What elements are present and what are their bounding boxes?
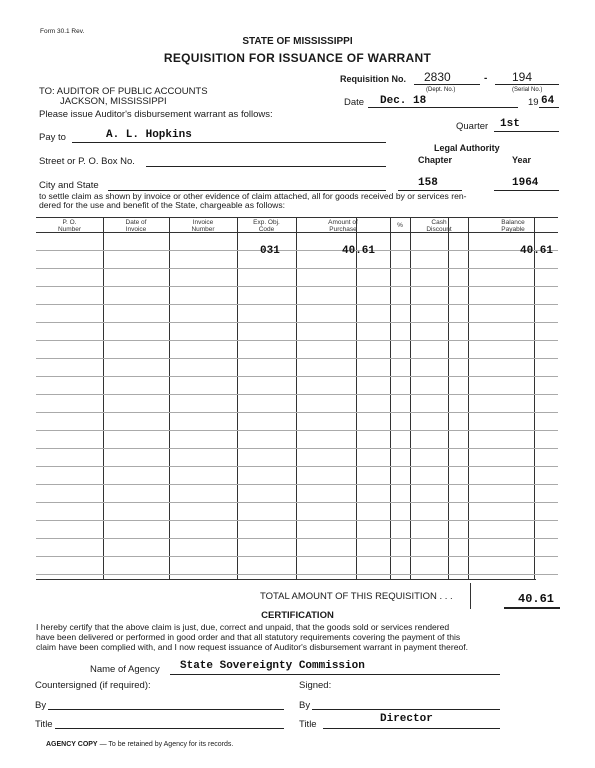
row-1-amount: 40.61 [342,245,376,257]
total-label: TOTAL AMOUNT OF THIS REQUISITION . . . [260,591,453,602]
chapter-label: Chapter [418,155,453,165]
table-column-divider [448,217,449,579]
header-po-number: P. O. Number [57,219,82,233]
table-column-divider [356,217,357,579]
table-row-line [36,322,558,323]
countersigned-label: Countersigned (if required): [35,680,151,691]
quarter-label: Quarter [456,121,489,132]
table-row-line [36,430,558,431]
certification-title: CERTIFICATION [261,610,334,621]
serial-no-caption: (Serial No.) [512,87,543,93]
form-number: Form 30.1 Rev. [40,28,85,35]
state-title: STATE OF MISSISSIPPI [242,36,353,47]
certification-line-1: I hereby certify that the above claim is just, due, correct and unpaid, that the goods sold or services rendered [36,622,450,632]
table-column-divider [296,217,297,579]
table-column-divider [390,217,391,579]
table-row-line [36,304,558,305]
address-line-1: TO: AUDITOR OF PUBLIC ACCOUNTS [39,86,208,97]
total-underline [504,607,560,609]
footer-retention-text: — To be retained by Agency for its records. [99,741,234,748]
instruction-text: Please issue Auditor's disbursement warrant as follows: [39,109,273,120]
year-value: 1964 [512,177,539,189]
date-label: Date [344,97,365,108]
row-1-exp-code: 031 [260,245,280,257]
footer-note [46,741,233,748]
pay-to-value: A. L. Hopkins [106,129,192,141]
header-invoice-number: Invoice Number [191,219,215,233]
street-label: Street or P. O. Box No. [39,156,135,167]
title-value: Director [380,713,433,725]
by-label-left: By [35,700,47,711]
table-row-line [36,466,558,467]
quarter-value: 1st [500,118,520,130]
pay-to-label: Pay to [39,132,66,143]
form-title: REQUISITION FOR ISSUANCE OF WARRANT [163,51,432,65]
date-value: Dec. 18 [380,95,427,107]
year-label: Year [512,155,532,165]
date-year: 64 [541,95,555,107]
table-column-divider [237,217,238,579]
table-row-line [36,286,558,287]
title-label-left: Title [35,719,53,730]
total-value: 40.61 [518,592,555,606]
table-row-line [36,574,558,575]
footer-agency-copy: AGENCY COPY [46,741,98,748]
table-column-divider [169,217,170,579]
requisition-dept-no: 2830 [424,70,451,84]
requisition-serial-no: 194 [512,70,533,84]
table-column-divider [468,217,469,579]
chapter-value: 158 [418,177,438,189]
by-label-right: By [299,700,311,711]
requisition-label: Requisition No. [340,74,406,84]
table-row-line [36,448,558,449]
dept-no-caption: (Dept. No.) [426,87,456,93]
total-box-divider [470,583,471,609]
table-column-divider [410,217,411,579]
table-row-line [36,538,558,539]
table-row-line [36,268,558,269]
signed-label: Signed: [299,680,332,691]
table-row-line [36,340,558,341]
table-row-line [36,484,558,485]
legal-authority-title: Legal Authority [434,143,500,153]
settle-text-2: dered for the use and benefit of the State, chargeable as follows: [39,200,286,210]
table-row-line [36,250,558,251]
table-column-divider [534,217,535,579]
requisition-dash: - [484,73,488,84]
table-row-line [36,556,558,557]
table-row-line [36,520,558,521]
header-date-of-invoice: Date of Invoice [125,219,147,233]
certification-line-3: claim have been complied with, and I now request issuance of Auditor's disbursement warrant in payment thereof. [36,642,469,652]
address-line-2: JACKSON, MISSISSIPPI [60,96,167,107]
header-cash-discount: Cash Discount [426,219,452,233]
table-top-border [36,217,558,218]
table-row-line [36,394,558,395]
header-exp-obj-code: Exp. Obj. Code [253,219,280,233]
header-percent: % [397,222,403,229]
row-1-balance: 40.61 [520,245,554,257]
table-row-line [36,376,558,377]
settle-text-1: to settle claim as shown by invoice or other evidence of claim attached, all for goods received by or services ren- [39,191,467,201]
agency-label: Name of Agency [90,664,160,675]
table-column-divider [103,217,104,579]
table-row-line [36,412,558,413]
city-label: City and State [39,180,99,191]
table-row-line [36,358,558,359]
table-row-line [36,502,558,503]
table-bottom-border [36,579,536,580]
certification-line-2: have been delivered or performed in good order and that all statutory requirements covering the payment of this [36,632,461,642]
date-year-prefix: 19 [528,97,539,108]
header-balance-payable: Balance Payable [501,219,525,233]
header-amount-of-purchase: Amount of Purchase [328,219,358,233]
title-label-right: Title [299,719,317,730]
agency-value: State Sovereignty Commission [180,660,365,672]
